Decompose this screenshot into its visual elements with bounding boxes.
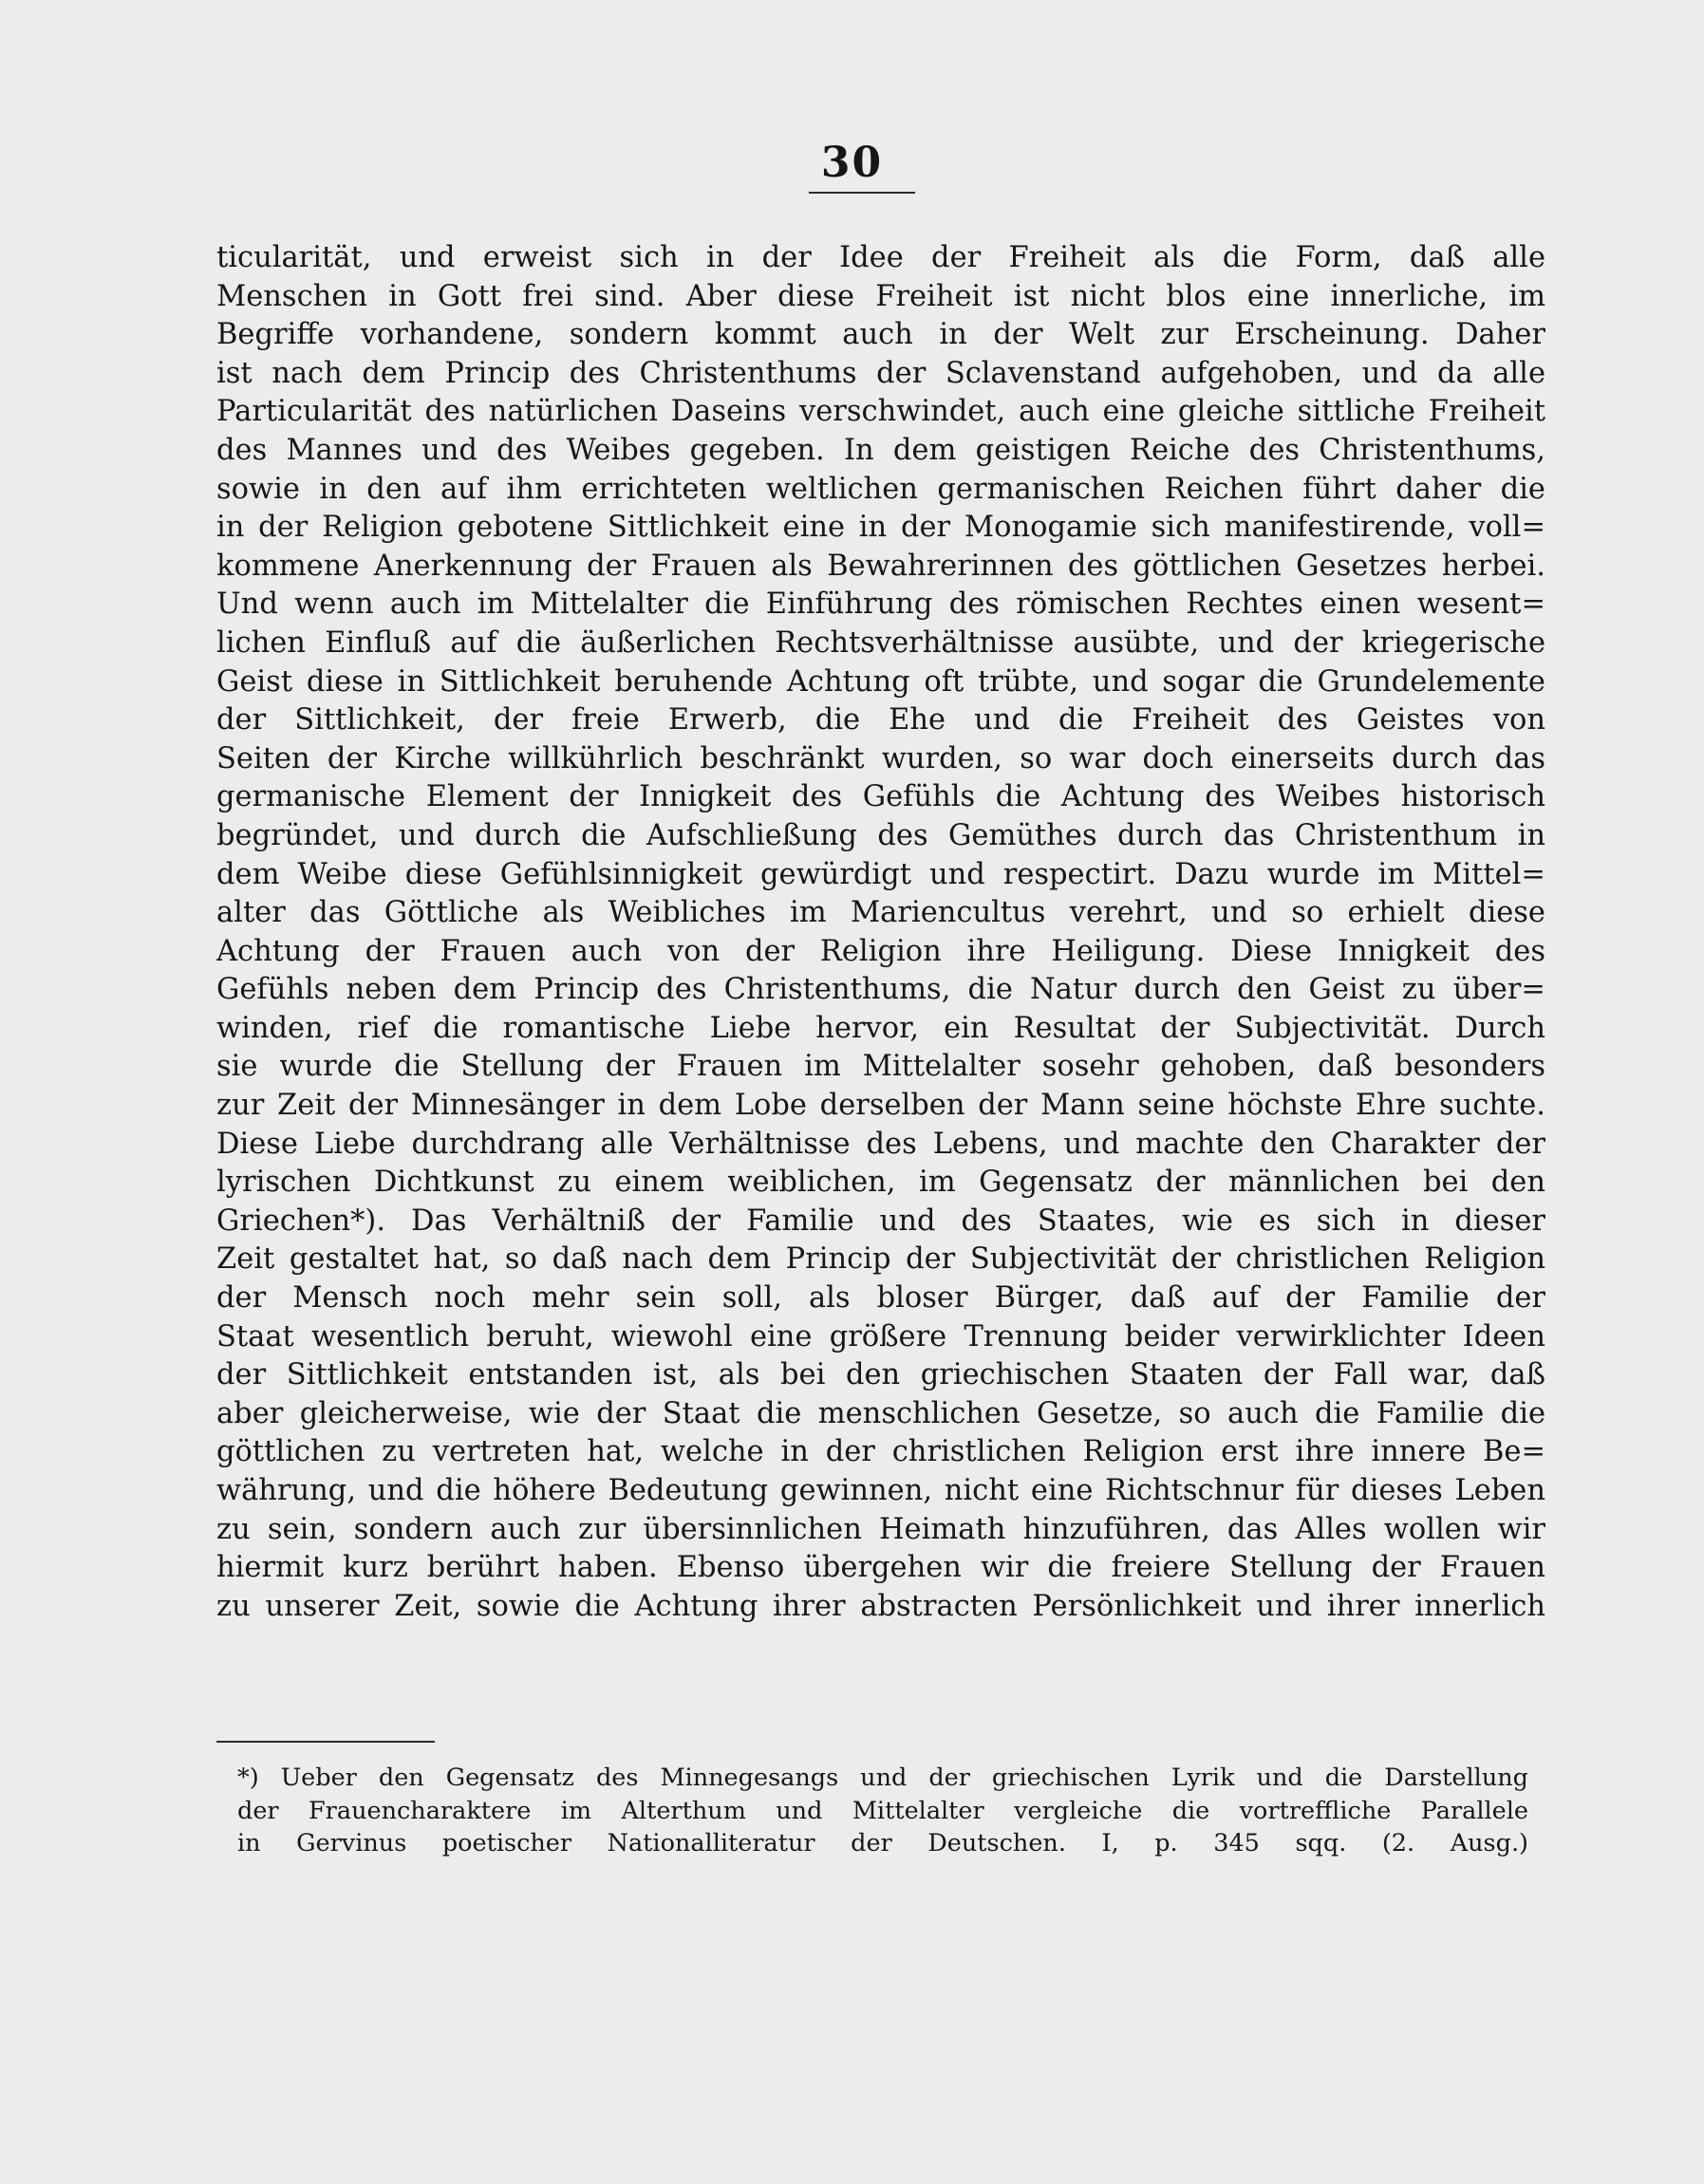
- text-line: des Mannes und des Weibes gegeben. In dem geistigen Reiche des Christenthums,: [216, 433, 1545, 467]
- text-line: kommene Anerkennung der Frauen als Bewahrerinnen des göttlichen Gesetzes herbei.: [216, 549, 1545, 583]
- text-line: Geist diese in Sittlichkeit beruhende Achtung oft trübte, und sogar die Grundelemente: [216, 664, 1545, 699]
- footnote-line: in Gervinus poetischer Nationalliteratur der Deutschen. I, p. 345 sqq. (2. Ausg.): [237, 1829, 1528, 1857]
- text-line: der Sittlichkeit, der freie Erwerb, die Ehe und die Freiheit des Geistes von: [216, 703, 1545, 737]
- text-line: Und wenn auch im Mittelalter die Einführung des römischen Rechtes einen wesent=: [216, 588, 1545, 622]
- text-line: alter das Göttliche als Weibliches im Mariencultus verehrt, und so erhielt diese: [216, 896, 1545, 930]
- text-line: lichen Einfluß auf die äußerlichen Rechtsverhältnisse ausübte, und der kriegerische: [216, 625, 1545, 660]
- text-line: lyrischen Dichtkunst zu einem weiblichen, im Gegensatz der männlichen bei den: [216, 1166, 1545, 1200]
- text-line: ist nach dem Princip des Christenthums der Sclavenstand aufgehoben, und da alle: [216, 356, 1545, 390]
- text-line: Gefühls neben dem Princip des Christenthums, die Natur durch den Geist zu über=: [216, 973, 1545, 1007]
- text-line: in der Religion gebotene Sittlichkeit eine in der Monogamie sich manifestirende, voll=: [216, 511, 1545, 545]
- text-line: dem Weibe diese Gefühlsinnigkeit gewürdigt und respectirt. Dazu wurde im Mittel=: [216, 857, 1545, 891]
- footnote-line: *) Ueber den Gegensatz des Minnegesangs und der griechischen Lyrik und die Darstellung: [237, 1764, 1528, 1792]
- text-line: winden, rief die romantische Liebe hervor, ein Resultat der Subjectivität. Durch: [216, 1011, 1545, 1045]
- text-line: ticularität, und erweist sich in der Idee der Freiheit als die Form, daß alle: [216, 241, 1545, 274]
- text-line: sie wurde die Stellung der Frauen im Mittelalter sosehr gehoben, daß besonders: [216, 1050, 1545, 1084]
- text-line: der Sittlichkeit entstanden ist, als bei den griechischen Staaten der Fall war, daß: [216, 1358, 1545, 1392]
- text-line: hiermit kurz berührt haben. Ebenso übergehen wir die freiere Stellung der Frauen: [216, 1551, 1545, 1585]
- text-line: Griechen*). Das Verhältniß der Familie und des Staates, wie es sich in dieser: [216, 1204, 1545, 1238]
- text-line: Particularität des natürlichen Daseins verschwindet, auch eine gleiche sittliche Freiheit: [216, 395, 1545, 429]
- text-line: Diese Liebe durchdrang alle Verhältnisse des Lebens, und machte den Charakter der: [216, 1127, 1545, 1161]
- text-line: der Mensch noch mehr sein soll, als bloser Bürger, daß auf der Familie der: [216, 1281, 1545, 1316]
- text-line: göttlichen zu vertreten hat, welche in der christlichen Religion erst ihre innere Be=: [216, 1435, 1545, 1469]
- text-line: Begriffe vorhandene, sondern kommt auch in der Welt zur Erscheinung. Daher: [216, 318, 1545, 352]
- page-number-rule: [809, 192, 915, 194]
- text-line: aber gleicherweise, wie der Staat die menschlichen Gesetze, so auch die Familie die: [216, 1396, 1545, 1430]
- body-text: [216, 239, 1545, 1626]
- text-line: zur Zeit der Minnesänger in dem Lobe derselben der Mann seine höchste Ehre suchte.: [216, 1089, 1545, 1123]
- text-line: zu unserer Zeit, sowie die Achtung ihrer abstracten Persönlichkeit und ihrer innerlich: [216, 1589, 1545, 1623]
- text-line: Seiten der Kirche willkührlich beschränkt wurden, so war doch einerseits durch das: [216, 741, 1545, 775]
- text-line: Menschen in Gott frei sind. Aber diese Freiheit ist nicht blos eine innerliche, im: [216, 279, 1545, 313]
- text-line: zu sein, sondern auch zur übersinnlichen Heimath hinzuführen, das Alles wollen wir: [216, 1512, 1545, 1546]
- text-line: Achtung der Frauen auch von der Religion ihre Heiligung. Diese Innigkeit des: [216, 934, 1545, 968]
- text-line: Zeit gestaltet hat, so daß nach dem Princip der Subjectivität der christlichen Religion: [216, 1242, 1545, 1277]
- text-line: begründet, und durch die Aufschließung des Gemüthes durch das Christenthum in: [216, 818, 1545, 852]
- text-line: Staat wesentlich beruht, wiewohl eine größere Trennung beider verwirklichter Ideen: [216, 1319, 1545, 1353]
- page-number: 30: [820, 139, 884, 187]
- footnote-rule: [216, 1741, 435, 1743]
- footnotes: [237, 1762, 1528, 1860]
- text-line: germanische Element der Innigkeit des Gefühls die Achtung des Weibes historisch: [216, 780, 1545, 814]
- text-line: währung, und die höhere Bedeutung gewinnen, nicht eine Richtschnur für dieses Leben: [216, 1474, 1545, 1507]
- text-line: sowie in den auf ihm errichteten weltlichen germanischen Reichen führt daher die: [216, 472, 1545, 506]
- footnote-line: der Frauencharaktere im Alterthum und Mittelalter vergleiche die vortreffliche Parallele: [237, 1796, 1528, 1825]
